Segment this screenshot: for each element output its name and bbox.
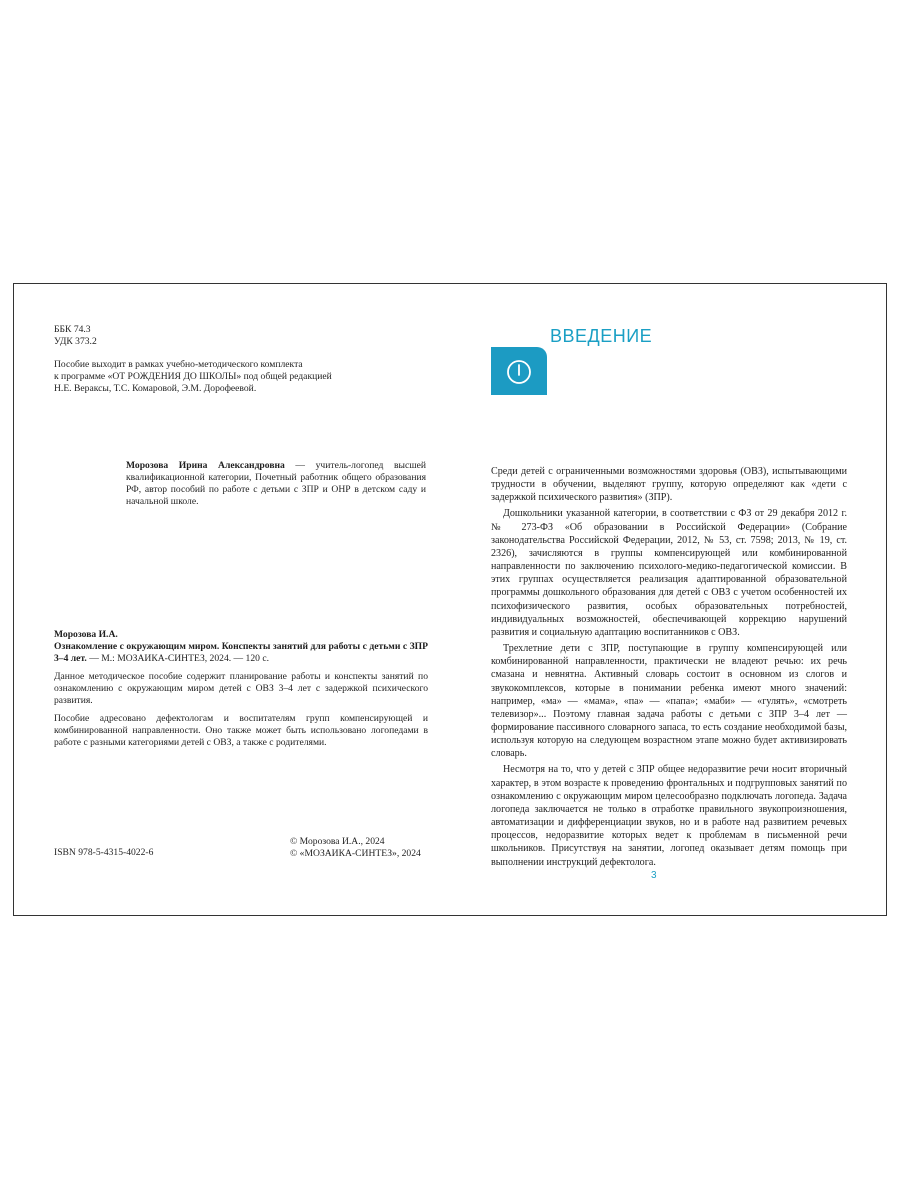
paragraph: Среди детей с ограниченными возможностями здоровья (ОВЗ), испытывающими трудности в обучении, выделяют группу, которую определяют как «дети с задержкой психического развития» (ЗПР).	[491, 466, 847, 504]
annotation-paragraph: Пособие адресовано дефектологам и воспитателям групп компенсирующей и комбинированной направленности. Оно также может быть использовано логопедами в работе с разными категориями детей с ОВЗ, а также с родителями.	[54, 713, 428, 748]
isbn: ISBN 978-5-4315-4022-6	[54, 847, 154, 858]
copyright-line: © «МОЗАИКА-СИНТЕЗ», 2024	[290, 848, 421, 859]
series-note-line: к программе «ОТ РОЖДЕНИЯ ДО ШКОЛЫ» под общей редакцией	[54, 371, 332, 382]
series-note-line: Пособие выходит в рамках учебно-методического комплекта	[54, 359, 303, 370]
introduction-text	[491, 465, 847, 872]
right-page	[451, 284, 888, 915]
left-page	[14, 284, 451, 915]
biblio-imprint: — М.: МОЗАИКА-СИНТЕЗ, 2024. — 120 с.	[86, 653, 269, 664]
copyright-block	[290, 836, 421, 860]
copyright-line: © Морозова И.А., 2024	[290, 836, 385, 847]
biblio-title: Ознакомление с окружающим миром. Конспекты занятий для работы с детьми с ЗПР 3–4 лет.	[54, 641, 428, 664]
series-note-line: Н.Е. Вераксы, Т.С. Комаровой, Э.М. Дорофеевой.	[54, 383, 257, 394]
udk-code: УДК 373.2	[54, 336, 97, 347]
paragraph: Дошкольники указанной категории, в соответствии с ФЗ от 29 декабря 2012 г. № 273-ФЗ «Об образовании в Российской Федерации» (Собрание законодательства Российской Федерации, 2012, № 53, ст. 7598; 2013, № 19, ст. 2326), зачисляются в группы компенсирующей или комбинированной направленности по заключению психолого-медико-педагогической комиссии. В этих группах осуществляется реализация адаптированной образовательной программы дошкольного образования для детей с ОВЗ с учетом особенностей их психофизического развития, особых образовательных потребностей, индивидуальных возможностей, обеспечивающей коррекцию нарушений развития и социальную адаптацию воспитанников с ОВЗ.	[491, 508, 847, 638]
power-icon	[504, 356, 534, 386]
author-bio: — учитель-логопед высшей квалификационной категории, Почетный работник общего образования РФ, автор пособий по работе с детьми с ЗПР и ОНР в детском саду и начальной школе.	[126, 460, 427, 507]
page-number: 3	[651, 870, 657, 881]
chapter-icon-tile	[491, 347, 547, 395]
author-info	[126, 460, 426, 508]
book-spread	[13, 283, 887, 916]
bibliographic-record	[54, 629, 428, 749]
paragraph: Несмотря на то, что у детей с ЗПР общее недоразвитие речи носит вторичный характер, в этом возрасте к проведению фронтальных и подгрупповых занятий по ознакомлению с окружающим миром целесообразно подключать логопеда. Задача логопеда заключается не только в отработке правильного звукопроизношения, автоматизации и дифференциации звуков, но и в работе над развитием речевых процессов, недоразвитие которых ведет к проблемам в письменной речи школьников. Присутствуя на занятии, логопед оказывает детям помощь при выполнении инструкций дефектолога.	[491, 764, 847, 868]
chapter-heading: ВВЕДЕНИЕ	[550, 326, 653, 346]
series-note	[54, 359, 424, 395]
biblio-author: Морозова И.А.	[54, 629, 118, 640]
paragraph: Трехлетние дети с ЗПР, поступающие в группу компенсирующей или комбинированной направленности, практически не владеют речью: их речь смазана и невнятна. Активный словарь состоит в основном из слогов и звукокомплексов, которые в понимании ребенка имеют много значений: например, «ма» — «мама», «па» — «папа»; «маби» — «гулять», «смотреть телевизор»... Поэтому главная задача работы с детьми с ЗПР 3–4 лет — формирование пассивного словарного запаса, то есть создание необходимой базы, используя которую на следующем возрастном этапе можно будет активизировать словарь.	[491, 643, 847, 760]
annotation-paragraph: Данное методическое пособие содержит планирование работы и конспекты занятий по ознакомлению с окружающим миром детей с ОВЗ 3–4 лет с задержкой психического развития.	[54, 671, 428, 706]
author-name: Морозова Ирина Александровна	[126, 460, 285, 471]
bbk-code: ББК 74.3	[54, 324, 91, 335]
classification-codes	[54, 324, 97, 348]
